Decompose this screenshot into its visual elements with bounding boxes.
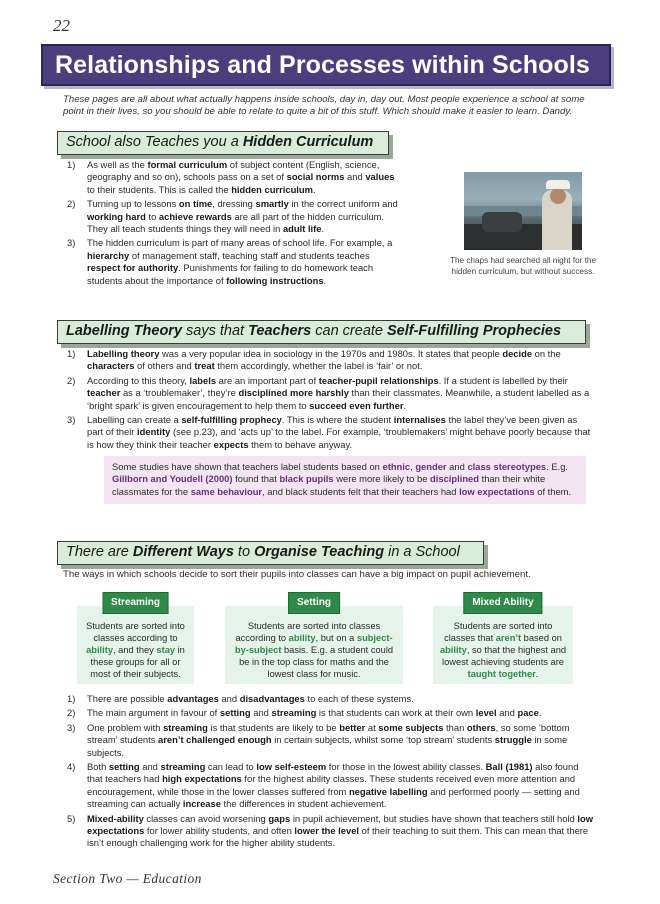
organise-teaching-list: [67, 693, 595, 852]
heading-part: Self-Fulfilling Prophecies: [387, 323, 562, 339]
page-title: Relationships and Processes within Schools: [55, 51, 590, 79]
list-item: 1) Labelling theory was a very popular idea in sociology in the 1970s and 1980s. It states that people decide on the characters of others and treat them accordingly, whether the label is ‘fair’ or not.: [67, 348, 561, 372]
section-footer: Section Two — Education: [53, 871, 202, 886]
list-item: 2) Turning up to lessons on time, dressing smartly in the correct uniform and working hard to achieve rewards are all part of the hidden curriculum. They all teach students things they will need in adult life.: [67, 198, 398, 235]
card-body: Students are sorted into classes according to ability, and they stay in these groups for all or most of their subjects.: [86, 621, 185, 680]
photo-sailors-with-gun: [464, 172, 582, 250]
heading-plain: School also Teaches you a: [66, 134, 243, 150]
list-item: 2) According to this theory, labels are an important part of teacher-pupil relationships. If a student is labelled by their teacher as a ‘troublemaker’, they’re disciplined more harshly than their classmates. Meanwhile, a student labelled as a ‘bright spark’ is given encouragement to help them to succeed even further.: [67, 374, 590, 411]
intro-text: These pages are all about what actually happens inside schools, day in, day out. Most people experience a school at some point in their lives, so you should be able to relate to quite a bit of this stuff. Which should make it easier to learn. Dandy.: [63, 94, 585, 117]
page-number: 22: [53, 16, 70, 35]
section-heading-organise-teaching: [57, 541, 484, 565]
heading-part: can create: [311, 323, 388, 339]
heading-part: says that: [182, 323, 249, 339]
heading-part: Different Ways: [132, 544, 234, 560]
list-item: 5) Mixed-ability classes can avoid worsening gaps in pupil achievement, but studies have shown that teachers still hold low expectations for lower ability students, and often lower the level of their teaching to suit them. This can mean that there isn’t enough challenging work for the higher ability students.: [67, 812, 593, 849]
heading-part: Organise Teaching: [254, 544, 385, 560]
card-title: Mixed Ability: [463, 592, 542, 614]
heading-part: Teachers: [248, 323, 312, 339]
section-heading-hidden-curriculum: [57, 131, 389, 155]
card-title: Setting: [288, 592, 340, 614]
title-banner: [41, 44, 611, 86]
list-item: 3) The hidden curriculum is part of many areas of school life. For example, a hierarchy of management staff, teaching staff and students teaches respect for authority. Punishments for failing to do homework teach students about the importance of following instructions.: [67, 237, 393, 286]
list-item: 2) The main argument in favour of setting and streaming is that students can work at their own level and pace.: [67, 707, 542, 719]
card-body: Students are sorted into classes that aren’t based on ability, so that the highest and lowest achieving students are taught together.: [439, 621, 567, 680]
card-setting: [225, 597, 403, 684]
list-item: 3) Labelling can create a self-fulfilling prophecy. This is where the student internalises the label they’ve been given as part of their identity (see p.23), and ‘acts up’ to the label. For example, ‘troublemakers’ might behave poorly because that is how they think their teacher expects them to behave anyway.: [67, 414, 591, 450]
list-item: 4) Both setting and streaming can lead to low self-esteem for those in the lowest ability classes. Ball (1981) also found that teachers had high expectations for the highest ability classes. These students received even more attention and encouragement, while those in the lower classes suffered from negative labelling and performed poorly — setting and streaming can actually increase the differences in student achievement.: [67, 761, 580, 810]
hidden-curriculum-list: [67, 159, 403, 289]
card-body: Students are sorted into classes according to ability, but on a subject-by-subject basis. E.g. a student could be in the top class for maths and the lowest class for music.: [234, 621, 394, 680]
list-item: 3) One problem with streaming is that students are likely to be better at some subjects than others, so some ‘bottom stream’ students aren’t challenged enough in certain subjects, whilst some ‘top stream’ students struggle in some subjects.: [67, 721, 570, 758]
heading-part: in a School: [384, 544, 460, 560]
list-item: 1) As well as the formal curriculum of subject content (English, science, geography and so on), schools pass on a set of social norms and values to their students. This is called the hidden curriculum.: [67, 159, 395, 195]
section-heading-labelling-theory: [57, 320, 586, 344]
labelling-theory-list: [67, 348, 595, 453]
card-mixed-ability: [433, 597, 573, 684]
heading-part: Labelling Theory: [66, 323, 183, 339]
heading-part: to: [233, 544, 255, 560]
heading-bold: Hidden Curriculum: [242, 134, 374, 150]
heading-part: There are: [66, 544, 133, 560]
list-item: 1) There are possible advantages and disadvantages to each of these systems.: [67, 693, 414, 704]
stereotypes-note: Some studies have shown that teachers label students based on ethnic, gender and class stereotypes. E.g. Gillborn and Youdell (2000) found that black pupils were more likely to be disciplined than their white classmates for the same behaviour, and black students felt that their teachers had low expectations of them.: [104, 456, 586, 504]
sorting-lead-text: The ways in which schools decide to sort their pupils into classes can have a big impact on pupil achievement.: [63, 569, 531, 580]
card-title: Streaming: [102, 592, 169, 614]
card-streaming: [77, 597, 194, 684]
photo-caption: The chaps had searched all night for the hidden curriculum, but without success.: [449, 256, 597, 276]
